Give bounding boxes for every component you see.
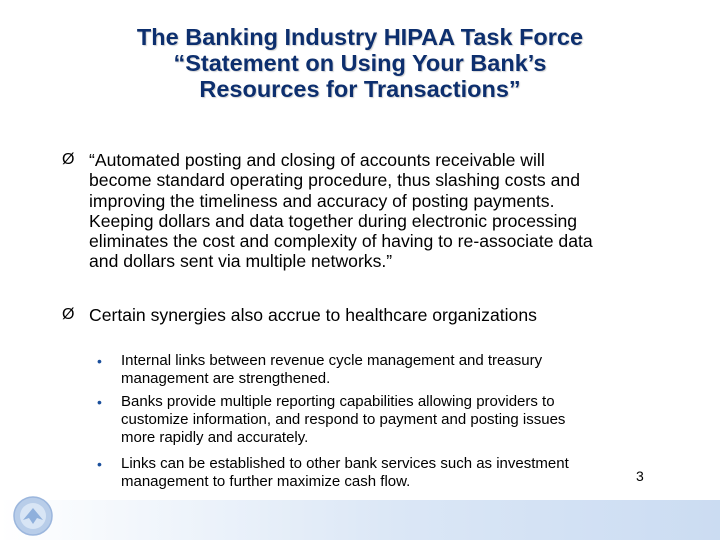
bullet1-line-5: eliminates the cost and complexity of having to re-associate data (89, 231, 593, 252)
logo-icon (9, 490, 57, 538)
page-number: 3 (636, 468, 644, 484)
sub3-line-2: management to further maximize cash flow. (121, 473, 411, 491)
bullet1-line-1: “Automated posting and closing of accounts receivable will (89, 150, 545, 170)
title-line-3: Resources for Transactions” (199, 76, 521, 102)
arrow-bullet-icon: Ø (62, 151, 75, 168)
sub2-line-2: customize information, and respond to payment and posting issues (121, 411, 566, 429)
footer-gradient-band (0, 500, 720, 540)
dot-bullet-icon: • (97, 353, 102, 369)
bullet1-line-4: Keeping dollars and data together during electronic processing (89, 210, 578, 231)
sub3-line-1: Links can be established to other bank services such as investment (121, 455, 569, 472)
title-line-2: “Statement on Using Your Bank’s (173, 50, 547, 76)
sub2-line-3: more rapidly and accurately. (121, 429, 309, 447)
bullet2-text: Certain synergies also accrue to healthcare organizations (89, 305, 537, 325)
arrow-bullet-icon: Ø (62, 306, 75, 323)
bullet1-line-6: and dollars sent via multiple networks.” (89, 251, 393, 272)
slide-title (60, 24, 660, 102)
sub2-line-1: Banks provide multiple reporting capabilities allowing providers to (121, 393, 555, 410)
sub1-line-1: Internal links between revenue cycle management and treasury (121, 352, 543, 369)
dot-bullet-icon: • (97, 456, 102, 472)
bullet1-line-3: improving the timeliness and accuracy of posting payments. (89, 190, 555, 211)
title-line-1: The Banking Industry HIPAA Task Force (136, 24, 584, 50)
dot-bullet-icon: • (97, 394, 102, 410)
bullet1-line-2: become standard operating procedure, thus slashing costs and (89, 170, 580, 191)
sub1-line-2: management are strengthened. (121, 370, 331, 388)
